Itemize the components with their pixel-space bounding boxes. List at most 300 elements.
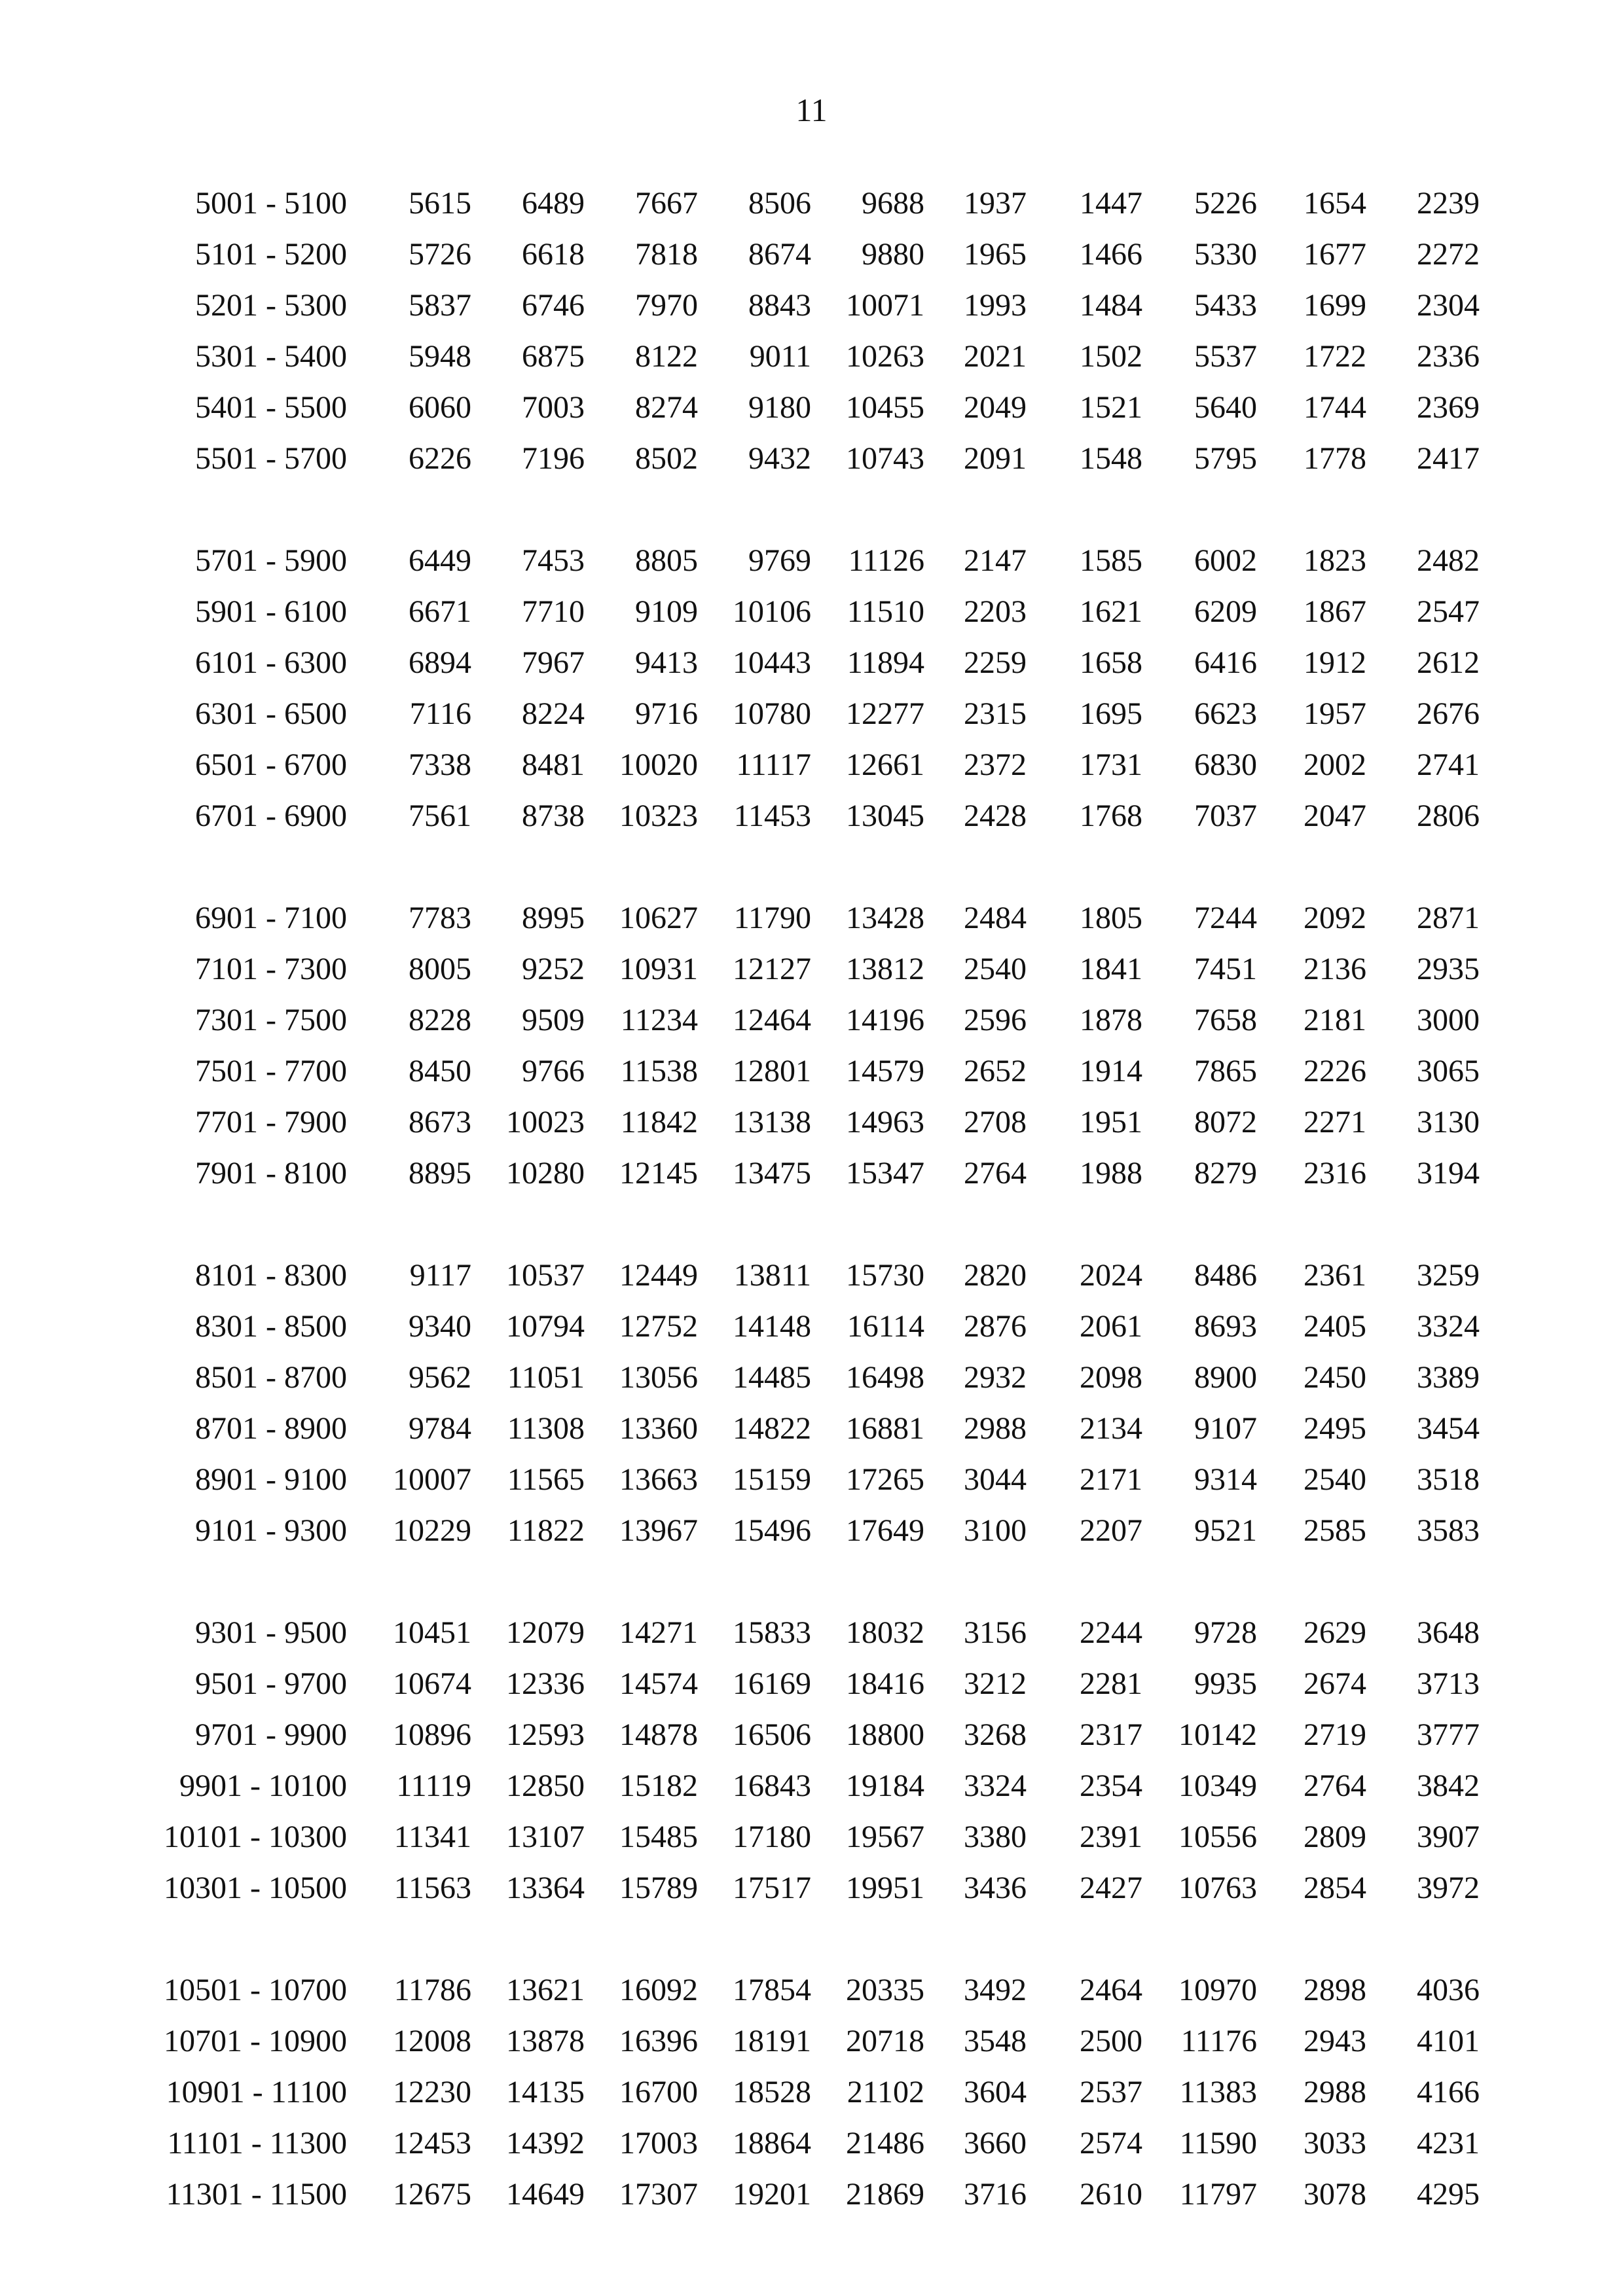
table-cell-col-10: 3777 xyxy=(1417,1717,1480,1752)
table-cell-col-8: 5537 xyxy=(1194,339,1257,374)
table-cell-col-9: 2988 xyxy=(1304,2075,1366,2109)
table-cell-col-3: 10323 xyxy=(619,798,698,833)
table-cell-col-1: 5837 xyxy=(409,288,471,323)
table-cell-col-3: 7970 xyxy=(635,288,698,323)
table-cell-col-8: 7865 xyxy=(1194,1054,1257,1088)
table-cell-col-10: 3583 xyxy=(1417,1513,1480,1548)
table-cell-col-3: 11842 xyxy=(620,1105,698,1139)
table-cell-col-5: 10743 xyxy=(846,441,924,476)
table-cell-col-10: 3907 xyxy=(1417,1820,1480,1854)
table-cell-col-6: 3044 xyxy=(964,1462,1027,1497)
table-cell-col-6: 3660 xyxy=(964,2126,1027,2161)
table-cell-col-10: 3648 xyxy=(1417,1615,1480,1650)
table-cell-col-10: 4295 xyxy=(1417,2177,1480,2212)
table-cell-col-6: 1937 xyxy=(964,186,1027,221)
table-cell-col-9: 2585 xyxy=(1304,1513,1366,1548)
table-cell-col-2: 9766 xyxy=(522,1054,585,1088)
table-cell-col-5: 19184 xyxy=(846,1768,924,1803)
income-range-label: 6701 - 6900 xyxy=(195,798,347,833)
table-cell-col-1: 8895 xyxy=(409,1156,471,1191)
table-cell-col-2: 8481 xyxy=(522,747,585,782)
table-cell-col-7: 1951 xyxy=(1080,1105,1142,1139)
table-cell-col-2: 11822 xyxy=(507,1513,585,1548)
table-cell-col-2: 7453 xyxy=(522,543,585,578)
table-row xyxy=(0,1812,1623,1863)
table-cell-col-9: 2674 xyxy=(1304,1666,1366,1701)
table-cell-col-4: 8506 xyxy=(748,186,811,221)
income-range-label: 11301 - 11500 xyxy=(166,2177,347,2212)
table-cell-col-6: 2484 xyxy=(964,901,1027,935)
table-cell-col-5: 18416 xyxy=(846,1666,924,1701)
row-group xyxy=(0,893,1623,1199)
table-cell-col-8: 7451 xyxy=(1194,952,1257,986)
table-cell-col-3: 12145 xyxy=(619,1156,698,1191)
table-row xyxy=(0,1250,1623,1301)
table-cell-col-7: 2391 xyxy=(1080,1820,1142,1854)
income-range-label: 5901 - 6100 xyxy=(195,594,347,629)
table-cell-col-7: 2098 xyxy=(1080,1360,1142,1395)
table-cell-col-2: 11565 xyxy=(507,1462,585,1497)
table-cell-col-3: 16700 xyxy=(619,2075,698,2109)
table-cell-col-2: 12850 xyxy=(506,1768,585,1803)
table-cell-col-3: 14271 xyxy=(619,1615,698,1650)
table-cell-col-8: 5226 xyxy=(1194,186,1257,221)
table-cell-col-1: 10674 xyxy=(393,1666,471,1701)
table-cell-col-4: 10106 xyxy=(733,594,811,629)
income-range-label: 5701 - 5900 xyxy=(195,543,347,578)
table-cell-col-1: 8005 xyxy=(409,952,471,986)
table-cell-col-8: 6830 xyxy=(1194,747,1257,782)
table-cell-col-6: 2203 xyxy=(964,594,1027,629)
table-cell-col-4: 12127 xyxy=(733,952,811,986)
table-cell-col-1: 7338 xyxy=(409,747,471,782)
table-row xyxy=(0,791,1623,842)
table-cell-col-8: 8486 xyxy=(1194,1258,1257,1293)
table-cell-col-10: 3324 xyxy=(1417,1309,1480,1344)
income-range-label: 11101 - 11300 xyxy=(167,2126,347,2161)
table-cell-col-8: 10970 xyxy=(1178,1973,1257,2007)
table-cell-col-6: 2315 xyxy=(964,696,1027,731)
income-range-label: 5101 - 5200 xyxy=(195,237,347,272)
table-cell-col-6: 3380 xyxy=(964,1820,1027,1854)
table-cell-col-2: 6746 xyxy=(522,288,585,323)
table-cell-col-7: 1658 xyxy=(1080,645,1142,680)
table-row xyxy=(0,1761,1623,1812)
table-cell-col-3: 15789 xyxy=(619,1871,698,1905)
table-cell-col-9: 1722 xyxy=(1304,339,1366,374)
table-row xyxy=(0,1454,1623,1505)
table-cell-col-8: 10142 xyxy=(1178,1717,1257,1752)
table-cell-col-6: 1965 xyxy=(964,237,1027,272)
table-cell-col-7: 1521 xyxy=(1080,390,1142,425)
table-cell-col-4: 14485 xyxy=(733,1360,811,1395)
table-cell-col-5: 14196 xyxy=(846,1003,924,1037)
table-cell-col-7: 2171 xyxy=(1080,1462,1142,1497)
table-cell-col-7: 1878 xyxy=(1080,1003,1142,1037)
table-cell-col-7: 1502 xyxy=(1080,339,1142,374)
table-cell-col-7: 2610 xyxy=(1080,2177,1142,2212)
table-cell-col-2: 6875 xyxy=(522,339,585,374)
table-cell-col-3: 8274 xyxy=(635,390,698,425)
table-cell-col-2: 8995 xyxy=(522,901,585,935)
table-cell-col-5: 17265 xyxy=(846,1462,924,1497)
table-row xyxy=(0,280,1623,331)
table-cell-col-9: 2629 xyxy=(1304,1615,1366,1650)
table-cell-col-1: 9784 xyxy=(409,1411,471,1446)
table-cell-col-6: 2540 xyxy=(964,952,1027,986)
table-cell-col-3: 12752 xyxy=(619,1309,698,1344)
table-cell-col-5: 10455 xyxy=(846,390,924,425)
table-cell-col-6: 2147 xyxy=(964,543,1027,578)
table-row xyxy=(0,1659,1623,1710)
row-group xyxy=(0,178,1623,484)
table-cell-col-6: 3492 xyxy=(964,1973,1027,2007)
table-cell-col-9: 2719 xyxy=(1304,1717,1366,1752)
table-cell-col-10: 3000 xyxy=(1417,1003,1480,1037)
table-cell-col-4: 16843 xyxy=(733,1768,811,1803)
table-cell-col-9: 2898 xyxy=(1304,1973,1366,2007)
income-range-label: 8301 - 8500 xyxy=(195,1309,347,1344)
table-cell-col-9: 2271 xyxy=(1304,1105,1366,1139)
table-cell-col-7: 2354 xyxy=(1080,1768,1142,1803)
income-range-label: 6501 - 6700 xyxy=(195,747,347,782)
income-range-label: 6101 - 6300 xyxy=(195,645,347,680)
table-cell-col-10: 3454 xyxy=(1417,1411,1480,1446)
table-cell-col-6: 2652 xyxy=(964,1054,1027,1088)
table-cell-col-5: 16498 xyxy=(846,1360,924,1395)
table-cell-col-10: 2482 xyxy=(1417,543,1480,578)
table-cell-col-8: 6002 xyxy=(1194,543,1257,578)
table-row xyxy=(0,535,1623,586)
table-cell-col-2: 13364 xyxy=(506,1871,585,1905)
table-row xyxy=(0,178,1623,229)
table-cell-col-5: 13428 xyxy=(846,901,924,935)
table-cell-col-2: 6618 xyxy=(522,237,585,272)
table-cell-col-5: 11126 xyxy=(848,543,924,578)
row-group xyxy=(0,1250,1623,1556)
income-range-label: 6901 - 7100 xyxy=(195,901,347,935)
table-cell-col-9: 2405 xyxy=(1304,1309,1366,1344)
table-cell-col-4: 17180 xyxy=(733,1820,811,1854)
income-range-label: 5001 - 5100 xyxy=(195,186,347,221)
table-row xyxy=(0,2016,1623,2067)
income-range-label: 9301 - 9500 xyxy=(195,1615,347,1650)
table-cell-col-5: 17649 xyxy=(846,1513,924,1548)
table-cell-col-1: 6449 xyxy=(409,543,471,578)
table-cell-col-5: 11510 xyxy=(847,594,924,629)
table-cell-col-3: 7667 xyxy=(635,186,698,221)
table-cell-col-3: 10931 xyxy=(619,952,698,986)
table-row xyxy=(0,995,1623,1046)
table-cell-col-2: 12079 xyxy=(506,1615,585,1650)
table-cell-col-10: 4036 xyxy=(1417,1973,1480,2007)
income-range-label: 9501 - 9700 xyxy=(195,1666,347,1701)
table-cell-col-2: 10537 xyxy=(506,1258,585,1293)
table-cell-col-10: 3130 xyxy=(1417,1105,1480,1139)
table-cell-col-10: 3518 xyxy=(1417,1462,1480,1497)
table-cell-col-10: 2676 xyxy=(1417,696,1480,731)
table-cell-col-3: 15485 xyxy=(619,1820,698,1854)
table-row xyxy=(0,1607,1623,1659)
table-cell-col-5: 11894 xyxy=(847,645,924,680)
table-cell-col-2: 8224 xyxy=(522,696,585,731)
table-cell-col-8: 8072 xyxy=(1194,1105,1257,1139)
table-cell-col-4: 11117 xyxy=(736,747,811,782)
table-cell-col-6: 2820 xyxy=(964,1258,1027,1293)
table-cell-col-8: 11383 xyxy=(1179,2075,1257,2109)
table-cell-col-6: 3268 xyxy=(964,1717,1027,1752)
table-cell-col-8: 6623 xyxy=(1194,696,1257,731)
table-cell-col-9: 1699 xyxy=(1304,288,1366,323)
table-cell-col-8: 5433 xyxy=(1194,288,1257,323)
table-cell-col-10: 2239 xyxy=(1417,186,1480,221)
table-cell-col-9: 2450 xyxy=(1304,1360,1366,1395)
table-cell-col-1: 6894 xyxy=(409,645,471,680)
table-cell-col-9: 2540 xyxy=(1304,1462,1366,1497)
table-cell-col-10: 3713 xyxy=(1417,1666,1480,1701)
table-row xyxy=(0,2169,1623,2220)
income-range-label: 8901 - 9100 xyxy=(195,1462,347,1497)
row-group xyxy=(0,1607,1623,1914)
table-cell-col-5: 10263 xyxy=(846,339,924,374)
table-cell-col-4: 17854 xyxy=(733,1973,811,2007)
table-cell-col-6: 2049 xyxy=(964,390,1027,425)
table-cell-col-6: 3436 xyxy=(964,1871,1027,1905)
table-cell-col-2: 8738 xyxy=(522,798,585,833)
table-cell-col-9: 3078 xyxy=(1304,2177,1366,2212)
table-cell-col-6: 2021 xyxy=(964,339,1027,374)
table-cell-col-9: 1823 xyxy=(1304,543,1366,578)
table-cell-col-1: 11786 xyxy=(393,1973,471,2007)
table-cell-col-2: 7003 xyxy=(522,390,585,425)
table-cell-col-9: 2047 xyxy=(1304,798,1366,833)
table-cell-col-9: 1677 xyxy=(1304,237,1366,272)
table-cell-col-3: 17307 xyxy=(619,2177,698,2212)
table-cell-col-3: 12449 xyxy=(619,1258,698,1293)
table-cell-col-9: 1912 xyxy=(1304,645,1366,680)
table-cell-col-3: 9716 xyxy=(635,696,698,731)
table-cell-col-8: 8900 xyxy=(1194,1360,1257,1395)
table-cell-col-6: 3324 xyxy=(964,1768,1027,1803)
table-row xyxy=(0,229,1623,280)
table-cell-col-6: 2988 xyxy=(964,1411,1027,1446)
table-cell-col-3: 9413 xyxy=(635,645,698,680)
table-cell-col-7: 1621 xyxy=(1080,594,1142,629)
table-cell-col-4: 15833 xyxy=(733,1615,811,1650)
table-cell-col-1: 10896 xyxy=(393,1717,471,1752)
table-cell-col-9: 3033 xyxy=(1304,2126,1366,2161)
table-cell-col-4: 9180 xyxy=(748,390,811,425)
table-cell-col-4: 17517 xyxy=(733,1871,811,1905)
income-range-label: 8701 - 8900 xyxy=(195,1411,347,1446)
table-cell-col-9: 2854 xyxy=(1304,1871,1366,1905)
table-row xyxy=(0,433,1623,484)
table-cell-col-1: 5948 xyxy=(409,339,471,374)
table-cell-col-7: 2207 xyxy=(1080,1513,1142,1548)
row-group xyxy=(0,535,1623,842)
table-row xyxy=(0,2118,1623,2169)
table-row xyxy=(0,1505,1623,1556)
table-cell-col-7: 1768 xyxy=(1080,798,1142,833)
table-cell-col-8: 10763 xyxy=(1178,1871,1257,1905)
table-cell-col-7: 1841 xyxy=(1080,952,1142,986)
table-cell-col-4: 14822 xyxy=(733,1411,811,1446)
table-cell-col-10: 3389 xyxy=(1417,1360,1480,1395)
table-cell-col-9: 2943 xyxy=(1304,2024,1366,2058)
table-cell-col-2: 13107 xyxy=(506,1820,585,1854)
table-cell-col-6: 2259 xyxy=(964,645,1027,680)
table-cell-col-4: 16169 xyxy=(733,1666,811,1701)
table-cell-col-4: 13138 xyxy=(733,1105,811,1139)
table-cell-col-1: 11563 xyxy=(393,1871,471,1905)
table-row xyxy=(0,944,1623,995)
table-cell-col-3: 14574 xyxy=(619,1666,698,1701)
table-cell-col-3: 14878 xyxy=(619,1717,698,1752)
table-row xyxy=(0,1148,1623,1199)
table-cell-col-3: 8122 xyxy=(635,339,698,374)
table-cell-col-1: 7561 xyxy=(409,798,471,833)
table-cell-col-1: 12675 xyxy=(393,2177,471,2212)
table-cell-col-6: 2932 xyxy=(964,1360,1027,1395)
table-cell-col-5: 9880 xyxy=(862,237,924,272)
table-cell-col-1: 8673 xyxy=(409,1105,471,1139)
table-cell-col-1: 6671 xyxy=(409,594,471,629)
income-range-label: 7501 - 7700 xyxy=(195,1054,347,1088)
table-cell-col-4: 8843 xyxy=(748,288,811,323)
table-cell-col-1: 12008 xyxy=(393,2024,471,2058)
table-cell-col-10: 3194 xyxy=(1417,1156,1480,1191)
income-range-label: 5501 - 5700 xyxy=(195,441,347,476)
table-cell-col-2: 14392 xyxy=(506,2126,585,2161)
income-range-label: 5401 - 5500 xyxy=(195,390,347,425)
table-cell-col-2: 9509 xyxy=(522,1003,585,1037)
income-range-label: 10301 - 10500 xyxy=(164,1871,347,1905)
table-cell-col-10: 3842 xyxy=(1417,1768,1480,1803)
income-range-label: 7101 - 7300 xyxy=(195,952,347,986)
table-row xyxy=(0,2067,1623,2118)
table-cell-col-4: 18864 xyxy=(733,2126,811,2161)
table-cell-col-8: 6209 xyxy=(1194,594,1257,629)
table-cell-col-2: 6489 xyxy=(522,186,585,221)
table-cell-col-3: 8502 xyxy=(635,441,698,476)
table-cell-col-8: 10556 xyxy=(1178,1820,1257,1854)
table-cell-col-9: 2361 xyxy=(1304,1258,1366,1293)
table-cell-col-10: 3259 xyxy=(1417,1258,1480,1293)
table-cell-col-8: 8279 xyxy=(1194,1156,1257,1191)
table-cell-col-8: 9728 xyxy=(1194,1615,1257,1650)
table-cell-col-4: 10780 xyxy=(733,696,811,731)
table-row xyxy=(0,586,1623,637)
table-cell-col-6: 2372 xyxy=(964,747,1027,782)
table-cell-col-8: 5330 xyxy=(1194,237,1257,272)
table-cell-col-10: 2935 xyxy=(1417,952,1480,986)
table-cell-col-4: 13475 xyxy=(733,1156,811,1191)
table-row xyxy=(0,382,1623,433)
table-cell-col-7: 2134 xyxy=(1080,1411,1142,1446)
table-cell-col-4: 9769 xyxy=(748,543,811,578)
table-row xyxy=(0,1097,1623,1148)
table-row xyxy=(0,1301,1623,1352)
table-cell-col-10: 2806 xyxy=(1417,798,1480,833)
table-cell-col-1: 9562 xyxy=(409,1360,471,1395)
table-cell-col-1: 6060 xyxy=(409,390,471,425)
income-range-label: 7701 - 7900 xyxy=(195,1105,347,1139)
table-row xyxy=(0,637,1623,689)
table-cell-col-5: 21102 xyxy=(847,2075,924,2109)
table-cell-col-6: 2876 xyxy=(964,1309,1027,1344)
table-cell-col-6: 3156 xyxy=(964,1615,1027,1650)
table-cell-col-7: 2537 xyxy=(1080,2075,1142,2109)
income-range-label: 10901 - 11100 xyxy=(166,2075,347,2109)
table-cell-col-1: 7783 xyxy=(409,901,471,935)
table-cell-col-5: 20335 xyxy=(846,1973,924,2007)
table-cell-col-3: 10020 xyxy=(619,747,698,782)
table-cell-col-7: 1466 xyxy=(1080,237,1142,272)
table-cell-col-4: 10443 xyxy=(733,645,811,680)
table-cell-col-7: 1585 xyxy=(1080,543,1142,578)
table-cell-col-8: 11176 xyxy=(1180,2024,1257,2058)
table-cell-col-6: 2596 xyxy=(964,1003,1027,1037)
table-cell-col-3: 16396 xyxy=(619,2024,698,2058)
table-cell-col-10: 3972 xyxy=(1417,1871,1480,1905)
table-row xyxy=(0,740,1623,791)
table-cell-col-6: 3548 xyxy=(964,2024,1027,2058)
table-cell-col-7: 1914 xyxy=(1080,1054,1142,1088)
table-cell-col-2: 14135 xyxy=(506,2075,585,2109)
table-cell-col-1: 5726 xyxy=(409,237,471,272)
income-range-label: 6301 - 6500 xyxy=(195,696,347,731)
table-row xyxy=(0,893,1623,944)
income-range-label: 7901 - 8100 xyxy=(195,1156,347,1191)
table-cell-col-10: 2417 xyxy=(1417,441,1480,476)
table-cell-col-8: 11590 xyxy=(1179,2126,1257,2161)
table-cell-col-4: 15159 xyxy=(733,1462,811,1497)
table-cell-col-8: 9935 xyxy=(1194,1666,1257,1701)
table-cell-col-2: 10023 xyxy=(506,1105,585,1139)
table-cell-col-2: 12336 xyxy=(506,1666,585,1701)
income-range-label: 8101 - 8300 xyxy=(195,1258,347,1293)
table-cell-col-4: 11790 xyxy=(733,901,811,935)
table-cell-col-10: 2612 xyxy=(1417,645,1480,680)
table-cell-col-5: 14963 xyxy=(846,1105,924,1139)
table-cell-col-8: 5795 xyxy=(1194,441,1257,476)
table-cell-col-6: 3716 xyxy=(964,2177,1027,2212)
table-cell-col-8: 7244 xyxy=(1194,901,1257,935)
table-cell-col-1: 10229 xyxy=(393,1513,471,1548)
income-bracket-table xyxy=(0,178,1623,2271)
income-range-label: 10701 - 10900 xyxy=(164,2024,347,2058)
table-cell-col-10: 2741 xyxy=(1417,747,1480,782)
income-range-label: 8501 - 8700 xyxy=(195,1360,347,1395)
table-cell-col-4: 15496 xyxy=(733,1513,811,1548)
table-cell-col-7: 2427 xyxy=(1080,1871,1142,1905)
table-cell-col-7: 1484 xyxy=(1080,288,1142,323)
income-range-label: 10101 - 10300 xyxy=(164,1820,347,1854)
table-cell-col-5: 12277 xyxy=(846,696,924,731)
table-cell-col-4: 8674 xyxy=(748,237,811,272)
table-cell-col-10: 4231 xyxy=(1417,2126,1480,2161)
table-cell-col-1: 7116 xyxy=(409,696,471,731)
table-cell-col-5: 18032 xyxy=(846,1615,924,1650)
table-cell-col-3: 13056 xyxy=(619,1360,698,1395)
table-cell-col-2: 11051 xyxy=(507,1360,585,1395)
table-cell-col-7: 2317 xyxy=(1080,1717,1142,1752)
table-cell-col-3: 8805 xyxy=(635,543,698,578)
table-cell-col-9: 2002 xyxy=(1304,747,1366,782)
table-cell-col-5: 21486 xyxy=(846,2126,924,2161)
table-cell-col-2: 13878 xyxy=(506,2024,585,2058)
table-cell-col-7: 1548 xyxy=(1080,441,1142,476)
